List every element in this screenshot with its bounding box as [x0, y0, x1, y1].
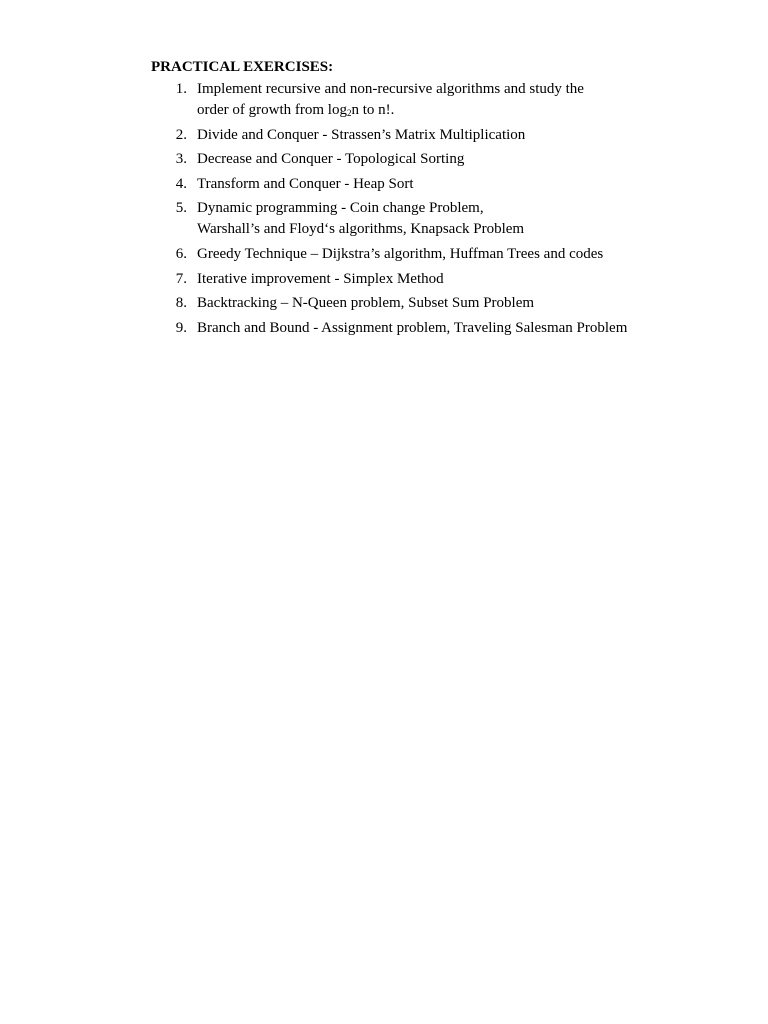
section-heading: PRACTICAL EXERCISES: — [151, 59, 334, 75]
item-text — [197, 174, 671, 195]
item-line: Dynamic programming - Coin change Problem, — [197, 200, 484, 217]
item-text — [197, 318, 671, 339]
item-line: Backtracking – N-Queen problem, Subset Sum Problem — [197, 295, 535, 312]
list-item — [151, 244, 671, 265]
item-text — [197, 125, 671, 146]
line-fragment: n to n!. — [351, 102, 395, 118]
item-line: Transform and Conquer - Heap Sort — [197, 175, 414, 192]
list-item — [151, 293, 671, 314]
list-item — [151, 149, 671, 170]
item-line: Iterative improvement - Simplex Method — [197, 270, 444, 287]
item-text — [197, 244, 671, 265]
item-line — [197, 100, 671, 121]
item-text — [197, 149, 671, 170]
item-text — [197, 269, 671, 290]
item-text — [197, 198, 671, 240]
list-item — [151, 318, 671, 339]
item-number: 7. — [175, 270, 187, 287]
item-line: Branch and Bound - Assignment problem, Traveling Salesman Problem — [197, 319, 628, 336]
item-text — [197, 293, 671, 314]
list-item — [151, 198, 671, 240]
log-subscript: 2 — [346, 108, 352, 118]
item-number: 5. — [175, 200, 187, 217]
item-number: 8. — [175, 295, 187, 312]
item-number: 2. — [175, 126, 187, 143]
list-item — [151, 125, 671, 146]
item-line: Decrease and Conquer - Topological Sorting — [197, 151, 465, 168]
item-number: 9. — [175, 319, 187, 336]
item-number: 6. — [175, 245, 187, 262]
item-number: 4. — [175, 175, 187, 192]
item-text — [197, 79, 671, 121]
list-item — [151, 174, 671, 195]
item-line: Greedy Technique – Dijkstra’s algorithm, Huffman Trees and codes — [197, 245, 604, 262]
item-number: 1. — [175, 81, 187, 97]
item-line: Warshall’s and Floyd‘s algorithms, Knapsack Problem — [197, 221, 525, 238]
line-fragment: order of growth from log — [197, 102, 347, 118]
list-item — [151, 79, 671, 121]
exercise-list — [151, 79, 671, 342]
item-line: Divide and Conquer - Strassen’s Matrix Multiplication — [197, 126, 526, 143]
item-line: Implement recursive and non-recursive algorithms and study the — [197, 81, 584, 97]
list-item — [151, 269, 671, 290]
item-number: 3. — [175, 151, 187, 168]
